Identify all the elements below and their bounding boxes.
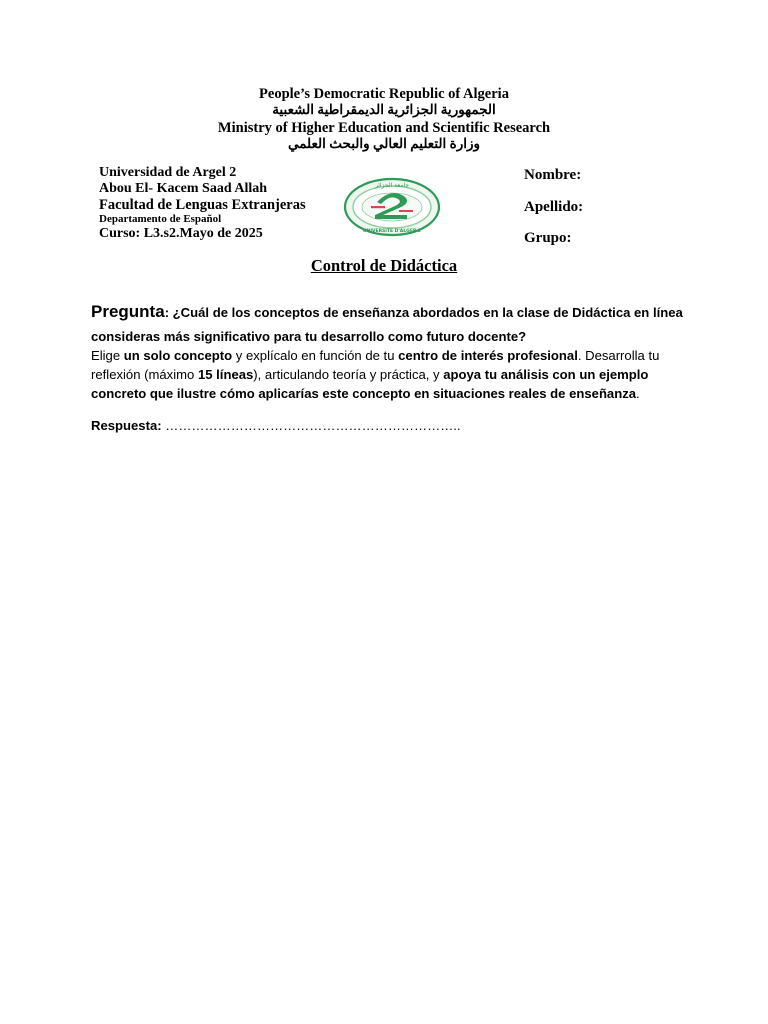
q-p4-end: . (636, 386, 640, 401)
q-p3-a: reflexión (máximo (91, 367, 198, 382)
q-p2-b: un solo concepto (123, 348, 233, 363)
header-ministry-ar: وزارة التعليم العالي والبحث العلمي (287, 136, 481, 151)
field-grupo: Grupo: (524, 230, 572, 246)
q-p4: concreto que ilustre cómo aplicarías este concepto en situaciones reales de enseñanza (91, 386, 637, 401)
university-logo (343, 177, 441, 237)
header-country-en: People’s Democratic Republic of Algeria (259, 86, 509, 102)
q-p2-c: y explícalo en función de tu (232, 348, 399, 363)
logo-text-bottom: UNIVERSITE D'ALGER 2 (362, 229, 422, 234)
header-ministry-en: Ministry of Higher Education and Scientific Research (217, 120, 551, 136)
university-person: Abou El- Kacem Saad Allah (99, 181, 268, 196)
answer-line (91, 416, 671, 435)
question-text-1: : ¿Cuál de los conceptos de enseñanza abordados en la clase de Didáctica en línea (164, 305, 683, 320)
exam-title (0, 256, 768, 276)
department-name: Departamento de Español (99, 213, 222, 225)
exam-title-text: Control de Didáctica (310, 256, 458, 275)
q-p3-d: apoya tu análisis con un ejemplo (443, 367, 649, 382)
field-nombre: Nombre: (524, 167, 582, 183)
q-p2-a: Elige (91, 348, 124, 363)
q-p3-b: 15 líneas (197, 367, 254, 382)
field-apellido: Apellido: (524, 199, 584, 215)
q-p3-c: ), articulando teoría y práctica, y (253, 367, 444, 382)
logo-text-top: جامعة الجزائر (374, 182, 410, 189)
answer-label: Respuesta: (91, 418, 162, 433)
q-p2-d: centro de interés profesional (398, 348, 578, 363)
question-line-4 (91, 365, 671, 384)
university-name: Universidad de Argel 2 (99, 165, 237, 180)
header-country-ar: الجمهورية الجزائرية الديمقراطية الشعبية (272, 102, 496, 117)
question-line-2: consideras más significativo para tu desarrollo como futuro docente? (91, 329, 527, 344)
question-line-3 (91, 346, 671, 365)
question-label: Pregunta (91, 302, 165, 321)
q-p2-e: . Desarrolla tu (577, 348, 660, 363)
question-line-5 (91, 384, 671, 403)
faculty-name: Facultad de Lenguas Extranjeras (99, 197, 306, 213)
question-line-1 (91, 302, 683, 322)
course-info: Curso: L3.s2.Mayo de 2025 (99, 226, 263, 241)
answer-dots: ………………………………………………………….. (161, 418, 461, 433)
logo-seal-graphic (343, 177, 441, 237)
